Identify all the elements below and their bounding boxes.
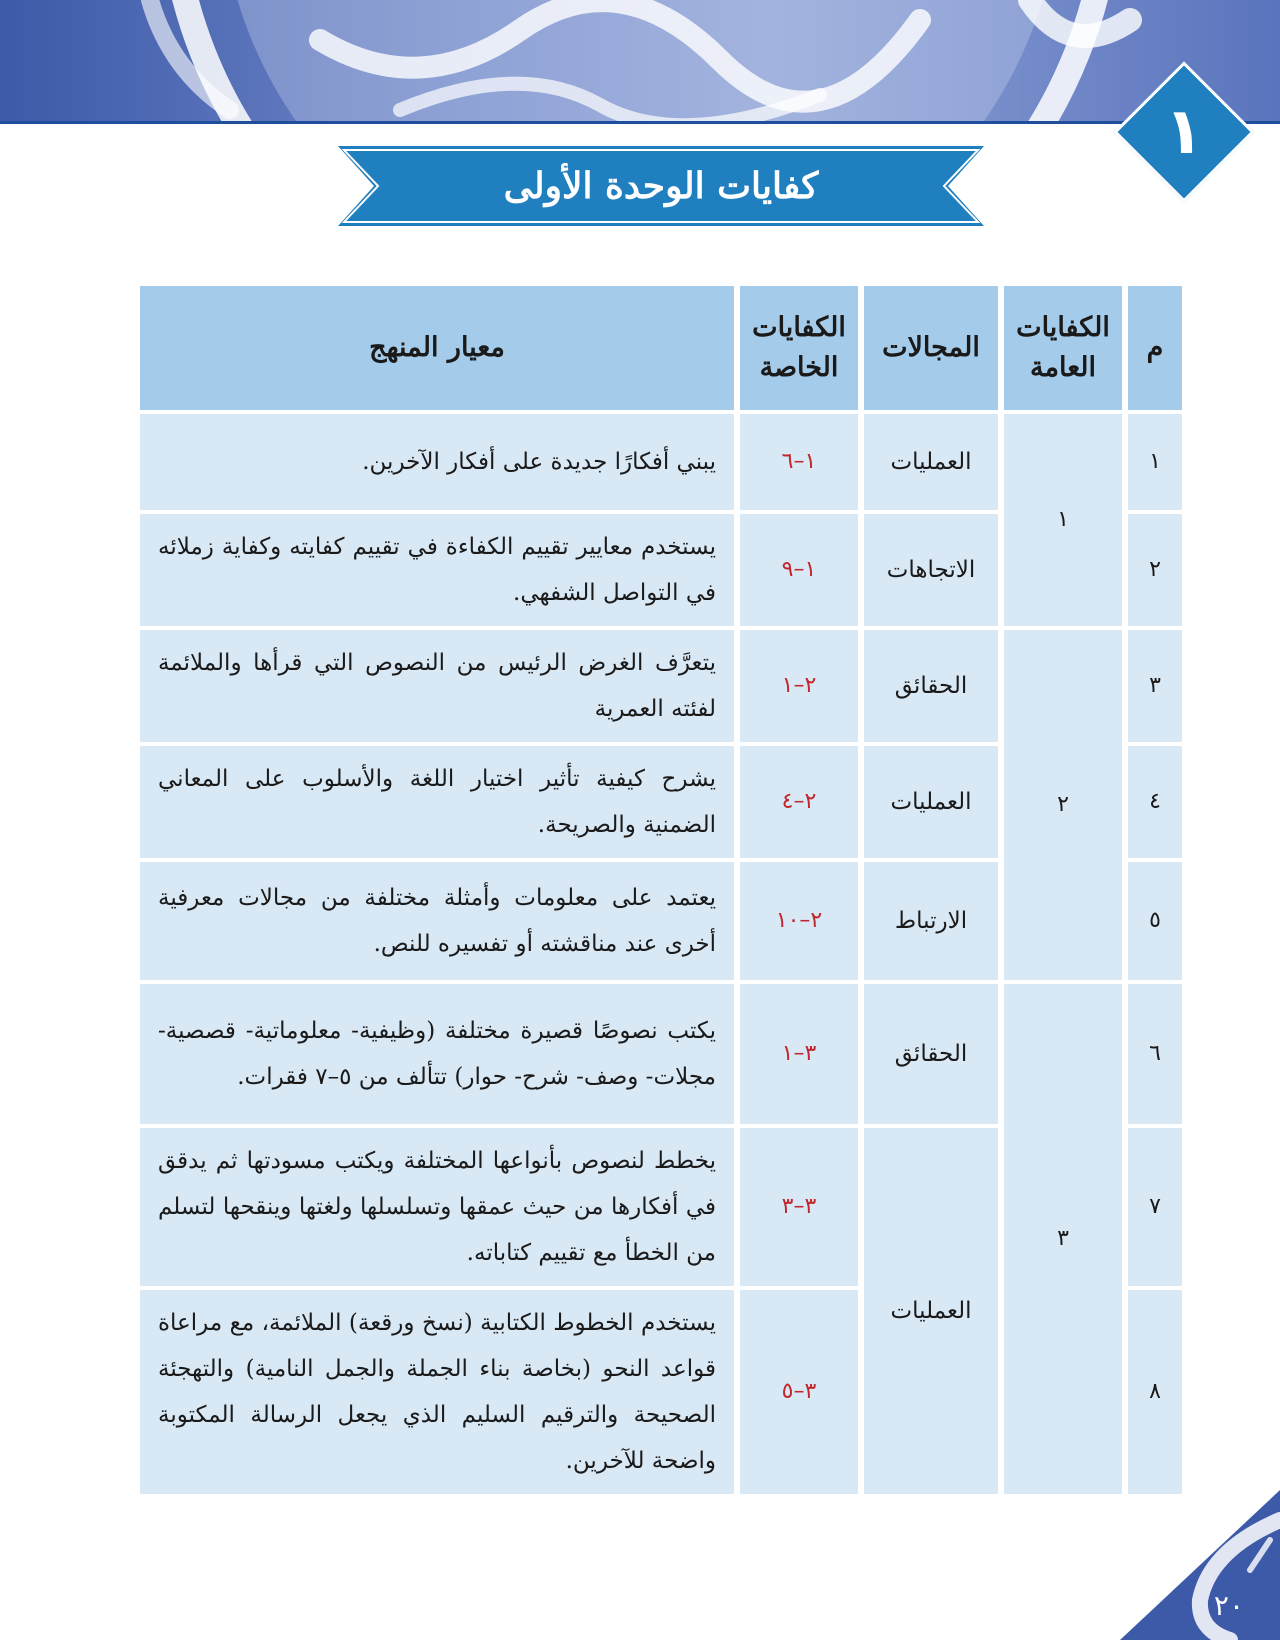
standard-text: يكتب نصوصًا قصيرة مختلفة (وظيفية- معلوماتية- قصصية- مجلات- وصف- شرح- حوار) تتألف من ٥–٧ فقرات. [140,984,734,1124]
page-corner-decoration [1080,1480,1280,1640]
row-index: ٧ [1128,1128,1182,1286]
specific-competency-code: ٣–١ [740,984,858,1124]
specific-competency-code: ٢–٤ [740,746,858,858]
row-index: ٦ [1128,984,1182,1124]
header-specific-competencies: الكفايات الخاصة [740,286,858,410]
specific-competency-code: ٢–١٠ [740,862,858,980]
row-index: ٤ [1128,746,1182,858]
unit-title: كفايات الوحدة الأولى [503,165,819,207]
general-competency-cell: ٣ [1004,984,1122,1494]
row-index: ٨ [1128,1290,1182,1494]
header-index: م [1128,286,1182,410]
banner-divider-line [0,121,1280,124]
domain-cell: العمليات [864,1128,998,1494]
domain-cell: الارتباط [864,862,998,980]
unit-number: ١ [1164,95,1204,169]
competencies-table [134,282,1188,1498]
specific-competency-code: ٣–٥ [740,1290,858,1494]
unit-number-badge [1110,58,1258,206]
general-competency-cell: ١ [1004,414,1122,626]
unit-title-ribbon [338,146,984,226]
standard-text: يستخدم الخطوط الكتابية (نسخ ورقعة) الملائمة، مع مراعاة قواعد النحو (بخاصة بناء الجملة والجمل النامية) والتهجئة الصحيحة والترقيم السليم الذي يجعل الرسالة المكتوبة واضحة للآخرين. [140,1290,734,1494]
table-row [140,984,1182,1124]
row-index: ١ [1128,414,1182,510]
standard-text: يبني أفكارًا جديدة على أفكار الآخرين. [140,414,734,510]
corner-calligraphy [1080,1480,1280,1640]
calligraphy-decoration [0,0,1280,122]
header-curriculum-standard: معيار المنهج [140,286,734,410]
domain-cell: الحقائق [864,630,998,742]
domain-cell: العمليات [864,746,998,858]
specific-competency-code: ١–٦ [740,414,858,510]
header-domains: المجالات [864,286,998,410]
specific-competency-code: ٣–٣ [740,1128,858,1286]
domain-cell: العمليات [864,414,998,510]
table-row [140,414,1182,510]
table-row [140,630,1182,742]
standard-text: يتعرَّف الغرض الرئيس من النصوص التي قرأها والملائمة لفئته العمرية [140,630,734,742]
row-index: ٥ [1128,862,1182,980]
top-decorative-banner [0,0,1280,122]
table-header-row [140,286,1182,410]
header-general-competencies: الكفايات العامة [1004,286,1122,410]
standard-text: يشرح كيفية تأثير اختيار اللغة والأسلوب على المعاني الضمنية والصريحة. [140,746,734,858]
standard-text: يخطط لنصوص بأنواعها المختلفة ويكتب مسودتها ثم يدقق في أفكارها من حيث عمقها وتسلسلها ولغتها وينقحها لتسلم من الخطأ مع تقييم كتاباته. [140,1128,734,1286]
specific-competency-code: ١–٩ [740,514,858,626]
general-competency-cell: ٢ [1004,630,1122,980]
domain-cell: الاتجاهات [864,514,998,626]
standard-text: يستخدم معايير تقييم الكفاءة في تقييم كفايته وكفاية زملائه في التواصل الشفهي. [140,514,734,626]
row-index: ٣ [1128,630,1182,742]
specific-competency-code: ٢–١ [740,630,858,742]
row-index: ٢ [1128,514,1182,626]
domain-cell: الحقائق [864,984,998,1124]
page-number: ٢٠ [1213,1589,1244,1622]
standard-text: يعتمد على معلومات وأمثلة مختلفة من مجالات معرفية أخرى عند مناقشته أو تفسيره للنص. [140,862,734,980]
